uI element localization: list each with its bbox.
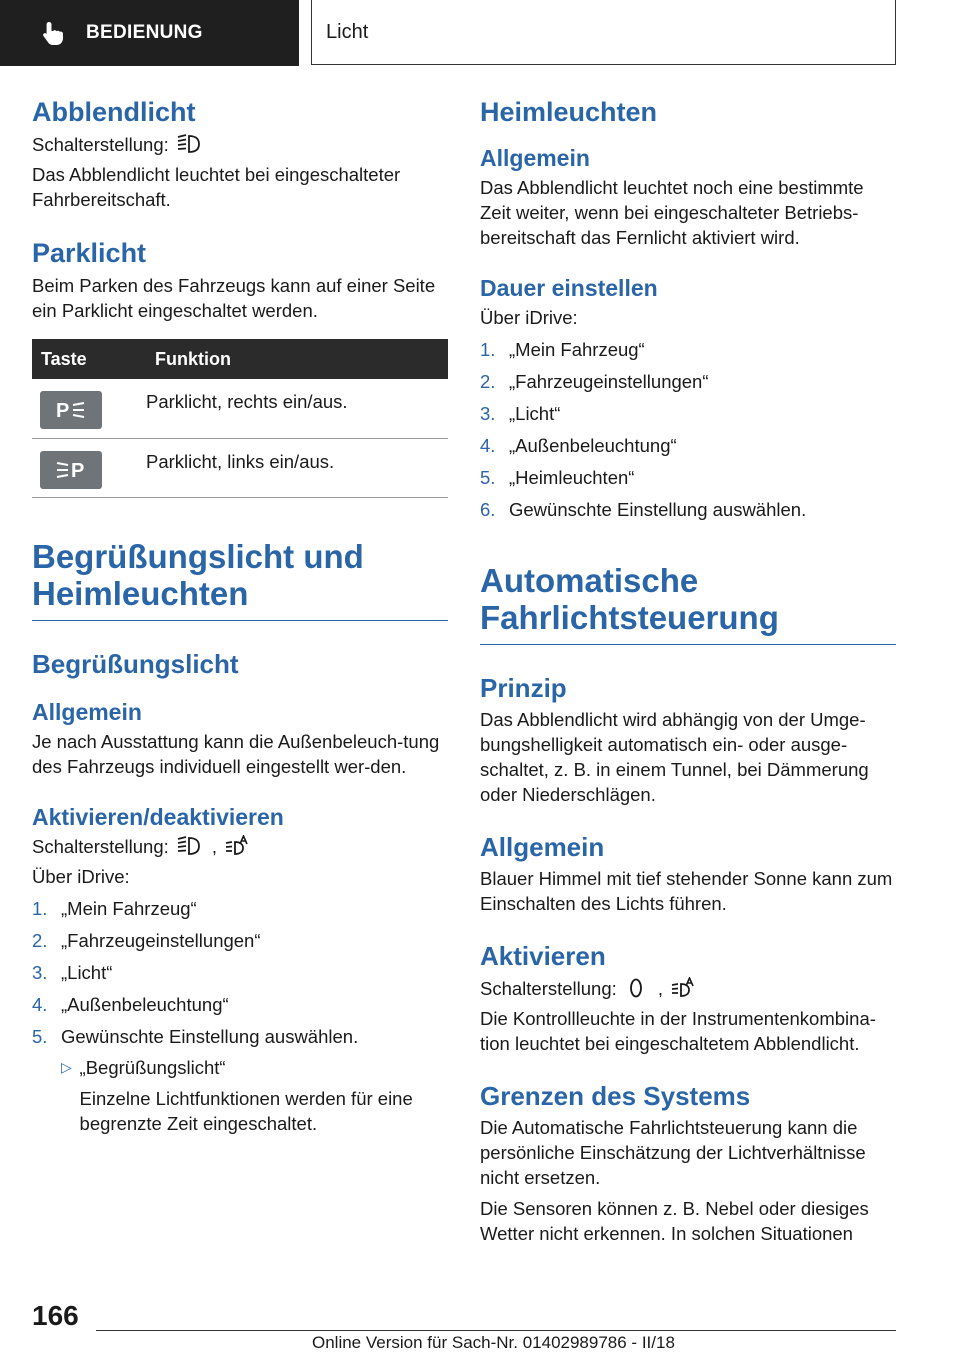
low-beam-icon <box>175 133 201 155</box>
switch-label: Schalterstellung: <box>32 835 169 857</box>
allgemein-heading: Allgemein <box>32 698 142 725</box>
aktivieren-switch-line <box>480 976 896 1001</box>
parklicht-heading: Parklicht <box>32 238 147 268</box>
table-cell-function: Parklicht, links ein/aus. <box>146 438 448 497</box>
begruessung-main-heading: Begrüßungslicht und Heimleuchten <box>32 538 448 621</box>
low-beam-icon <box>175 835 201 857</box>
section-label: BEDIENUNG <box>86 22 203 43</box>
aktivieren-heading: Aktivieren <box>480 941 606 971</box>
table-row <box>32 379 448 438</box>
auto-main-heading: Automatische Fahrlichtsteuerung <box>480 562 896 645</box>
parklicht-table <box>32 339 448 498</box>
separator-comma: , <box>657 978 664 999</box>
begruessung-steps <box>32 896 448 1049</box>
table-cell-function: Parklicht, rechts ein/aus. <box>146 379 448 438</box>
svg-text:P: P <box>71 459 85 482</box>
list-item: 2. „Fahrzeugeinstellungen“ <box>480 371 709 392</box>
aktivieren-heading: Aktivieren/deaktivieren <box>32 803 284 830</box>
sub-item-title: „Begrüßungslicht“ <box>79 1056 226 1078</box>
table-cell-key <box>32 379 146 438</box>
allgemein-heading: Allgemein <box>480 145 590 171</box>
list-item: 3. „Licht“ <box>32 961 113 983</box>
parking-light-right-icon <box>54 398 88 422</box>
list-item: 4. „Außenbeleuchtung“ <box>480 435 677 456</box>
allgemein-text: Je nach Ausstattung kann die Außenbeleuch-tung des Fahrzeugs individuell eingestellt wer-den. <box>32 730 440 777</box>
allgemein2-heading: Allgemein <box>480 832 605 862</box>
parking-light-right-button <box>40 391 102 429</box>
list-item: 1. „Mein Fahrzeug“ <box>32 897 197 919</box>
abblendlicht-text: Das Abblendlicht leuchtet bei eingeschalteter Fahrbereitschaft. <box>32 164 401 210</box>
allgemein2-text: Blauer Himmel mit tief stehender Sonne kann zum Einschalten des Lichts führen. <box>480 868 893 914</box>
heimleuchten-steps <box>480 337 896 522</box>
idrive-label: Über iDrive: <box>480 307 578 328</box>
switch-label: Schalterstellung: <box>480 978 617 999</box>
grenzen-text-1: Die Automatische Fahrlichtsteuerung kann die persönliche Einschätzung der Lichtverhältnisse nicht ersetzen. <box>480 1117 866 1188</box>
heimleuchten-heading: Heimleuchten <box>480 97 658 127</box>
right-column <box>480 96 896 1246</box>
parking-light-left-icon <box>54 458 88 482</box>
list-item: 3. „Licht“ <box>480 403 561 424</box>
section-tab <box>0 0 299 66</box>
table-cell-key <box>32 438 146 497</box>
chapter-box <box>311 0 896 65</box>
list-item: 5. Gewünschte Einstellung auswählen. <box>32 1025 359 1047</box>
grenzen-text-2: Die Sensoren können z. B. Nebel oder diesiges Wetter nicht erkennen. In solchen Situationen <box>480 1198 869 1244</box>
table-row <box>32 438 448 497</box>
page-number: 166 <box>32 1300 79 1331</box>
begruessung-heading: Begrüßungslicht <box>32 648 239 679</box>
hand-pointer-icon <box>40 20 66 46</box>
table-header-function: Funktion <box>146 339 448 379</box>
idrive-label: Über iDrive: <box>32 865 130 887</box>
sub-list-item <box>61 1055 448 1136</box>
list-item: 5. „Heimleuchten“ <box>480 467 635 488</box>
table-header-key: Taste <box>32 339 146 379</box>
abblendlicht-switch-line <box>32 132 448 157</box>
page-header <box>0 0 960 66</box>
aktivieren-switch-line <box>32 834 448 859</box>
allgemein-text: Das Abblendlicht leuchtet noch eine bestimmte Zeit weiter, wenn bei eingeschalteter Betriebs-bereitschaft das Fernlicht aktiviert wird. <box>480 177 864 248</box>
prinzip-heading: Prinzip <box>480 673 567 703</box>
grenzen-heading: Grenzen des Systems <box>480 1081 751 1111</box>
sub-item-text: Einzelne Lichtfunktionen werden für eine begrenzte Zeit eingeschaltet. <box>79 1087 413 1134</box>
parking-light-left-button <box>40 451 102 489</box>
list-item: 4. „Außenbeleuchtung“ <box>32 993 229 1015</box>
footer-version-text: Online Version für Sach-Nr. 01402989786 - II/18 <box>312 1333 675 1352</box>
footer-divider <box>96 1330 896 1331</box>
parklicht-text: Beim Parken des Fahrzeugs kann auf einer Seite ein Parklicht eingeschaltet werden. <box>32 275 436 321</box>
abblendlicht-heading: Abblendlicht <box>32 97 196 127</box>
triangle-bullet-icon: ▷ <box>61 1058 72 1075</box>
auto-light-icon <box>669 977 695 999</box>
separator-comma: , <box>211 835 218 857</box>
chapter-title: Licht <box>326 20 369 43</box>
aktivieren-text: Die Kontrollleuchte in der Instrumentenkombina-tion leuchtet bei eingeschaltetem Abblendlicht. <box>480 1008 876 1054</box>
auto-light-icon <box>223 835 249 857</box>
light-off-icon <box>623 977 649 999</box>
left-column <box>32 96 448 1136</box>
list-item: 1. „Mein Fahrzeug“ <box>480 339 645 360</box>
svg-text:P: P <box>56 400 70 422</box>
prinzip-text: Das Abblendlicht wird abhängig von der Umge-bungshelligkeit automatisch ein- oder ausge-schaltet, z. B. in einem Tunnel, bei Dämmerung oder Niederschlägen. <box>480 709 869 805</box>
dauer-heading: Dauer einstellen <box>480 275 658 301</box>
switch-label: Schalterstellung: <box>32 134 169 155</box>
list-item: 6. Gewünschte Einstellung auswählen. <box>480 499 807 520</box>
table-header-row <box>32 339 448 379</box>
list-item: 2. „Fahrzeugeinstellungen“ <box>32 929 261 951</box>
